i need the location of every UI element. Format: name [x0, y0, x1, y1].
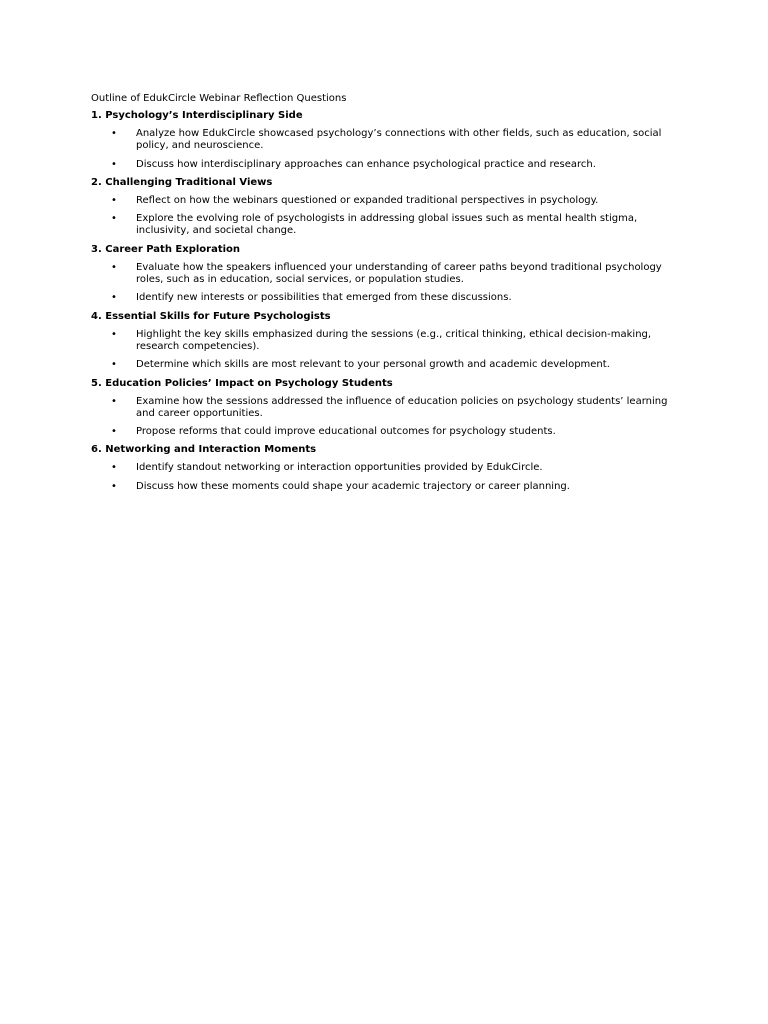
section-networking — [91, 444, 681, 493]
document-page — [91, 93, 681, 499]
bullet-icon: • — [111, 213, 117, 225]
list-item — [91, 396, 681, 421]
bullet-icon: • — [111, 426, 117, 438]
section-interdisciplinary — [91, 110, 681, 171]
bullet-icon: • — [111, 359, 117, 371]
list-item-text: Discuss how these moments could shape your academic trajectory or career planning. — [136, 480, 570, 492]
list-item — [91, 128, 681, 153]
section-traditional-views — [91, 177, 681, 238]
bullet-icon: • — [111, 292, 117, 304]
list-item-text: Discuss how interdisciplinary approaches can enhance psychological practice and research. — [136, 158, 596, 170]
list-item-text: Identify new interests or possibilities that emerged from these discussions. — [136, 292, 512, 304]
section-heading: 1. Psychology’s Interdisciplinary Side — [91, 110, 303, 121]
bullet-icon: • — [111, 194, 117, 206]
bullet-list — [91, 262, 681, 305]
list-item-text: Analyze how EdukCircle showcased psychology’s connections with other fields, such as education, social policy, and neuroscience. — [136, 128, 662, 152]
bullet-list — [91, 462, 681, 493]
list-item-text: Explore the evolving role of psychologists in addressing global issues such as mental health stigma, inclusivity, and societal change. — [136, 213, 638, 237]
section-essential-skills — [91, 311, 681, 372]
list-item — [91, 292, 681, 304]
list-item-text: Examine how the sessions addressed the influence of education policies on psychology students’ learning and career opportunities. — [136, 395, 668, 419]
bullet-icon: • — [111, 480, 117, 492]
list-item — [91, 426, 681, 438]
bullet-icon: • — [111, 128, 117, 139]
list-item — [91, 329, 681, 354]
list-item — [91, 262, 681, 287]
list-item-text: Reflect on how the webinars questioned or expanded traditional perspectives in psychology. — [136, 194, 599, 206]
list-item — [91, 462, 681, 474]
document-title: Outline of EdukCircle Webinar Reflection Questions — [91, 93, 347, 104]
bullet-list — [91, 396, 681, 439]
list-item-text: Determine which skills are most relevant to your personal growth and academic development. — [136, 359, 610, 371]
list-item-text: Highlight the key skills emphasized during the sessions (e.g., critical thinking, ethical decision-making, research competencies). — [136, 328, 652, 352]
section-heading: 2. Challenging Traditional Views — [91, 176, 273, 188]
bullet-icon: • — [111, 395, 117, 407]
section-career-path — [91, 244, 681, 305]
list-item-text: Identify standout networking or interaction opportunities provided by EdukCircle. — [136, 462, 543, 474]
section-heading: 5. Education Policies’ Impact on Psychology Students — [91, 377, 393, 389]
list-item — [91, 159, 681, 171]
list-item-text: Propose reforms that could improve educational outcomes for psychology students. — [136, 426, 556, 438]
bullet-list — [91, 128, 681, 171]
list-item-text: Evaluate how the speakers influenced your understanding of career paths beyond traditional psychology roles, such as in education, social services, or population studies. — [136, 261, 662, 286]
list-item — [91, 195, 681, 207]
bullet-list — [91, 195, 681, 238]
bullet-icon: • — [111, 158, 117, 170]
section-heading: 4. Essential Skills for Future Psychologists — [91, 310, 331, 322]
section-heading: 6. Networking and Interaction Moments — [91, 444, 317, 456]
bullet-icon: • — [111, 261, 117, 273]
bullet-list — [91, 329, 681, 372]
list-item — [91, 359, 681, 371]
bullet-icon: • — [111, 328, 117, 340]
list-item — [91, 481, 681, 493]
section-heading: 3. Career Path Exploration — [91, 243, 241, 255]
section-education-policies — [91, 378, 681, 439]
bullet-icon: • — [111, 462, 117, 474]
list-item — [91, 213, 681, 238]
